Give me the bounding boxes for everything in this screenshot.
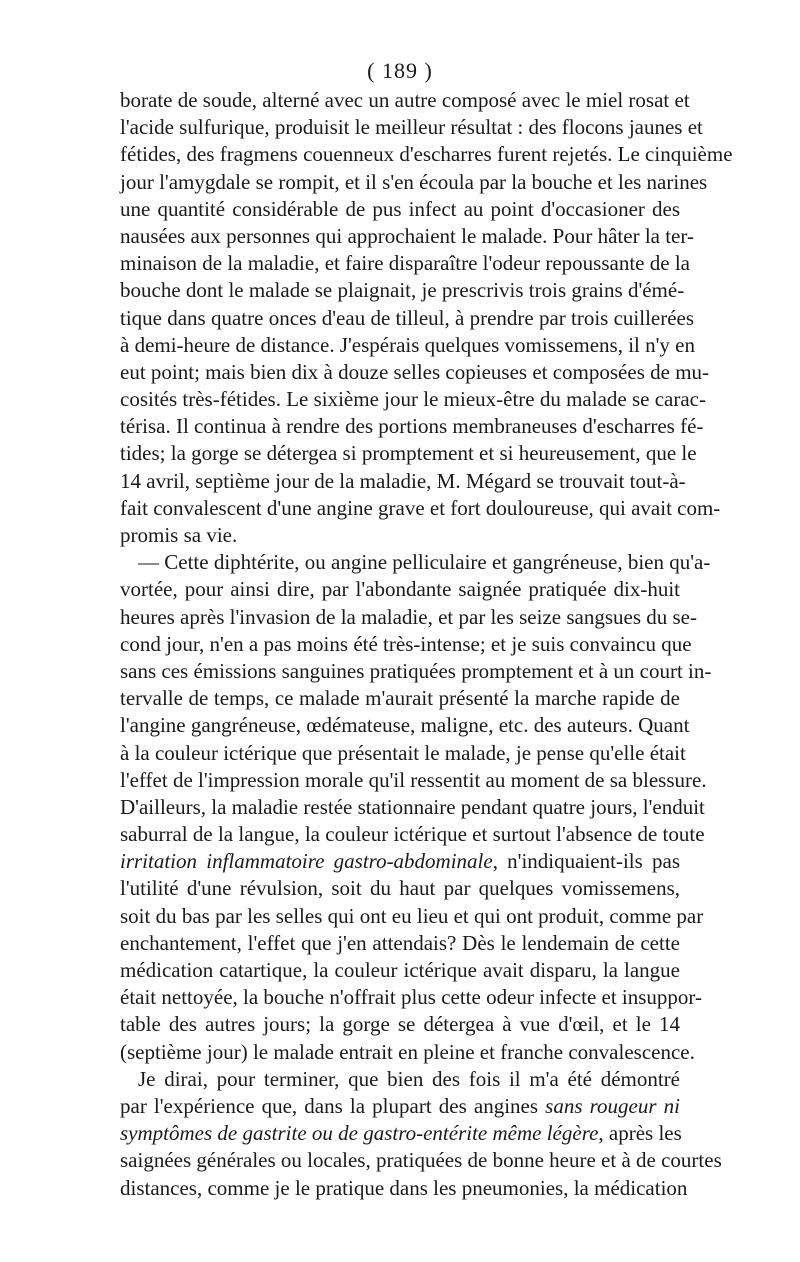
text-line [120,196,680,223]
text-line [120,359,710,386]
body-text [120,87,733,1202]
text-line [120,549,711,576]
text-line [120,305,695,332]
text-line [120,332,695,359]
text-segment: saignées générales ou locales, pratiquées de bonne heure et à de courtes [120,1148,722,1173]
text-segment: soit du bas par les selles qui ont eu lieu et qui ont produit, comme par [120,903,704,928]
text-segment: saburral de la langue, la couleur ictérique et surtout l'absence de toute [120,822,705,847]
text-segment: bouche dont le malade se plaignait, je prescrivis trois grains d'émé- [120,278,685,303]
text-line [120,1039,695,1066]
text-segment: vortée, pour ainsi dire, par l'abondante saignée pratiquée dix-huit [120,577,680,602]
text-segment: borate de soude, alterné avec un autre composé avec le miel rosat et [120,88,690,112]
text-segment: térisa. Il continua à rendre des portions membraneuses d'escharres fé- [120,414,704,439]
text-line [120,277,685,304]
text-segment: à la couleur ictérique que présentait le malade, je pense qu'elle était [120,740,686,765]
text-line [120,604,697,631]
text-segment: table des autres jours; la gorge se détergea à vue d'œil, et le 14 [120,1012,680,1037]
text-segment: à demi-heure de distance. J'espérais quelques vomissemens, il n'y en [120,332,695,357]
text-line [120,1175,688,1202]
text-line [120,114,703,141]
text-line [120,522,680,549]
text-line [120,794,705,821]
text-line [120,1011,680,1038]
text-segment: médication catartique, la couleur ictérique avait disparu, la langue [120,958,680,982]
text-line [120,468,686,495]
text-segment: sans ces émissions sanguines pratiquées promptement et à un court in- [120,658,712,683]
text-line [120,658,712,685]
text-segment: fétides, des fragmens couenneux d'escharres furent rejetés. Le cinquième [120,142,733,167]
text-line [120,631,692,658]
text-line [120,576,680,603]
text-line [120,1147,722,1174]
text-segment: promis sa vie. [120,523,238,547]
text-line [120,984,703,1011]
text-segment: cosités très-fétides. Le sixième jour le mieux-être du malade se carac- [120,387,706,412]
text-segment: D'ailleurs, la maladie restée stationnaire pendant quatre jours, l'enduit [120,794,705,819]
text-segment: 14 avril, septième jour de la maladie, M. Mégard se trouvait tout-à- [120,468,686,493]
text-segment: , n'indiquaient-ils pas [492,849,680,874]
text-line [120,440,697,467]
text-line [120,1093,680,1120]
text-segment: enchantement, l'effet que j'en attendais? Dès le lendemain de cette [120,930,680,955]
text-segment: fait convalescent d'une angine grave et fort douloureuse, qui avait com- [120,495,721,520]
text-segment: tique dans quatre onces d'eau de tilleul, à prendre par trois cuillerées [120,305,695,330]
italic-text: sans rougeur ni [545,1093,680,1118]
text-line [120,875,680,902]
text-segment: eut point; mais bien dix à douze selles copieuses et composées de mu- [120,359,710,384]
text-line [120,87,690,114]
text-segment: l'effet de l'impression morale qu'il ressentit au moment de sa blessure. [120,767,707,792]
text-segment: Je dirai, pour terminer, que bien des fois il m'a été démontré [138,1066,680,1091]
text-line [120,685,680,712]
text-segment: , après les [598,1121,682,1146]
text-line [120,930,680,957]
text-segment: l'utilité d'une révulsion, soit du haut par quelques vomissemens, [120,876,680,901]
text-line [120,740,686,767]
text-segment: une quantité considérable de pus infect au point d'occasioner des [120,196,680,221]
text-segment: jour l'amygdale se rompit, et il s'en écoula par la bouche et les narines [120,169,708,194]
text-line [120,767,707,794]
italic-text: symptômes de gastrite ou de gastro-entérite même légère [120,1121,599,1146]
text-segment: tides; la gorge se détergea si promptement et si heureusement, que le [120,441,697,466]
text-line [120,712,690,739]
text-segment: l'angine gangréneuse, œdémateuse, maligne, etc. des auteurs. Quant [120,713,690,738]
text-line [120,1120,680,1147]
page-number: ( 189 ) [367,58,433,83]
text-line [120,821,705,848]
text-segment: l'acide sulfurique, produisit le meilleur résultat : des flocons jaunes et [120,115,703,140]
text-segment: heures après l'invasion de la maladie, et par les seize sangsues du se- [120,604,697,629]
text-segment: nausées aux personnes qui approchaient le malade. Pour hâter la ter- [120,223,694,248]
text-line [120,141,733,168]
text-segment: était nettoyée, la bouche n'offrait plus cette odeur infecte et insuppor- [120,985,703,1010]
text-line [120,495,721,522]
text-line [120,957,680,984]
text-segment: — Cette diphtérite, ou angine pelliculaire et gangréneuse, bien qu'a- [138,550,711,575]
text-line [120,169,708,196]
text-line [120,250,690,277]
text-segment: cond jour, n'en a pas moins été très-intense; et je suis convaincu que [120,631,692,656]
text-line [120,1066,680,1093]
text-line [120,848,680,875]
text-segment: tervalle de temps, ce malade m'aurait présenté la marche rapide de [120,686,680,711]
text-segment: (septième jour) le malade entrait en pleine et franche convalescence. [120,1039,695,1064]
italic-text: irritation inflammatoire gastro-abdominale [120,849,493,874]
text-segment: minaison de la maladie, et faire disparaître l'odeur repoussante de la [120,251,690,276]
text-segment: distances, comme je le pratique dans les pneumonies, la médication [120,1175,688,1200]
text-segment: par l'expérience que, dans la plupart des angines [120,1093,546,1118]
text-line [120,223,694,250]
text-line [120,413,704,440]
text-line [120,386,706,413]
text-line [120,903,704,930]
